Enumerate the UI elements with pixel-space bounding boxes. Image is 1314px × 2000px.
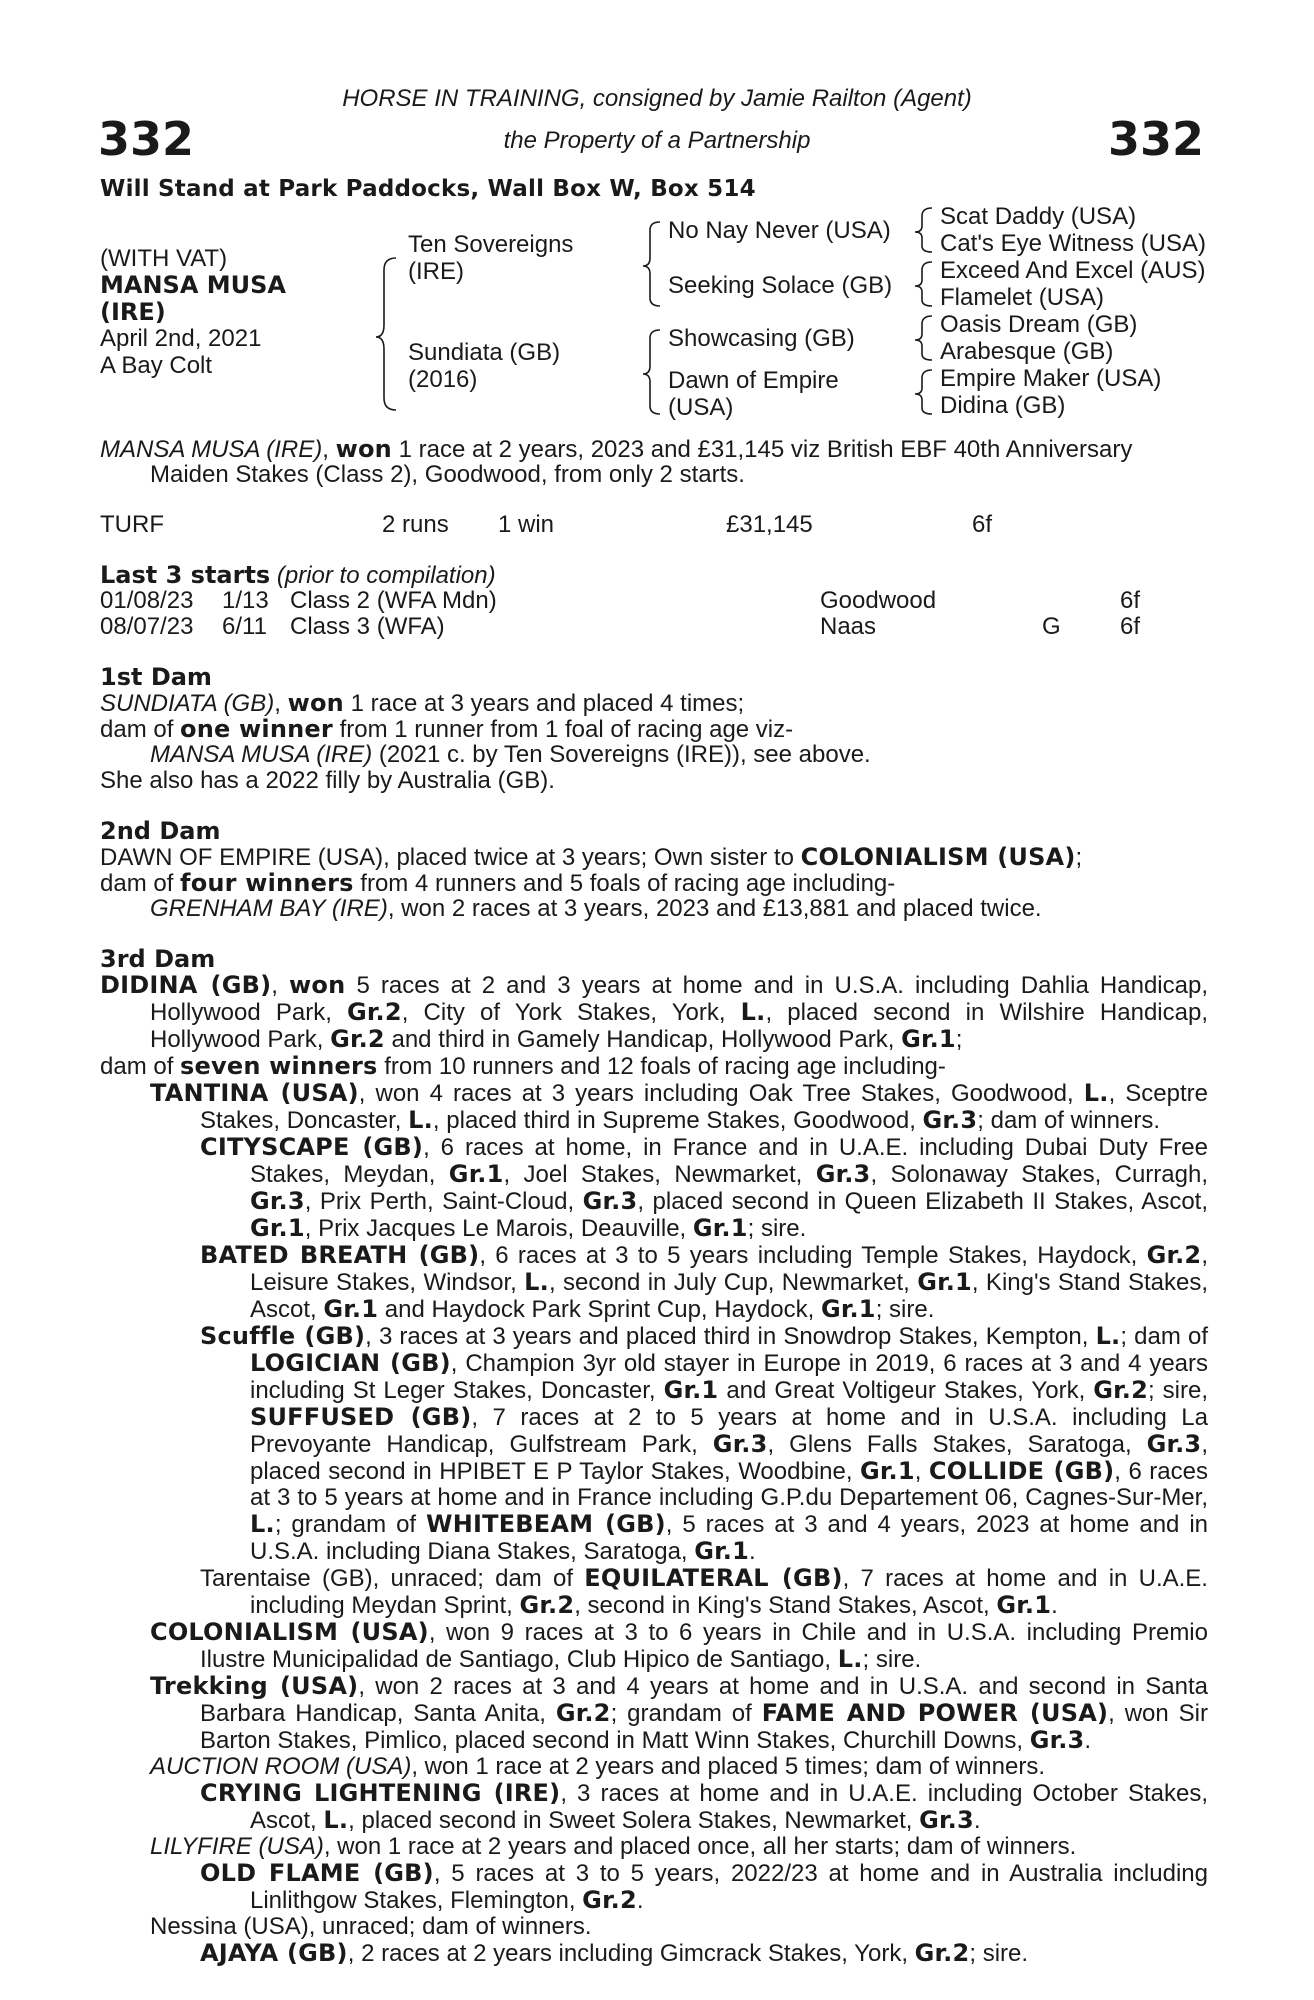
t: ; grandam of: [274, 1511, 427, 1538]
t: , King's Stand Stakes, Ascot,: [250, 1269, 1209, 1323]
t: ,: [914, 1458, 929, 1485]
t: ; dam of winners.: [977, 1107, 1161, 1134]
ped-sss: Scat Daddy (USA): [940, 203, 1137, 230]
ped-ddd: Didina (GB): [940, 392, 1066, 419]
summary-line-2: Maiden Stakes (Class 2), Goodwood, from only 2 starts.: [150, 461, 745, 488]
horse-name: MANSA MUSA: [100, 271, 286, 299]
g: L.: [250, 1510, 275, 1538]
t: , Solonaway Stakes, Curragh,: [870, 1161, 1208, 1188]
last-starts-title: Last 3 starts: [100, 561, 271, 589]
last-starts-heading: [100, 562, 496, 589]
text: dam of: [100, 716, 181, 743]
g: Gr.3: [922, 1106, 978, 1134]
sire-suffix: (IRE): [408, 258, 464, 285]
first-dam-heading: 1st Dam: [100, 663, 212, 691]
dam-dam-suffix: (USA): [668, 394, 734, 421]
second-dam-line-1: [100, 844, 1082, 871]
old-flame-entry: [200, 1860, 1208, 1914]
record-wins: 1 win: [498, 511, 555, 538]
ped-dds: Empire Maker (USA): [940, 365, 1162, 392]
t: , 6 races at 3 to 5 years at home and in France including G.P.du Departement 06, Cagnes-Sur-Mer,: [250, 1458, 1208, 1511]
t: , Sceptre Stakes, Doncaster,: [200, 1080, 1208, 1134]
third-dam-heading: 3rd Dam: [100, 945, 216, 973]
t: , Prix Jacques Le Marois, Deauville,: [304, 1215, 693, 1242]
summary-won: won: [335, 435, 392, 463]
lot-number-left: 332: [98, 112, 195, 166]
g: L.: [524, 1268, 549, 1296]
nessina-entry: Nessina (USA), unraced; dam of winners.: [150, 1913, 592, 1940]
ped-sdd: Flamelet (USA): [940, 284, 1105, 311]
g: Gr.3: [815, 1160, 871, 1188]
text: (2021 c. by Ten Sovereigns (IRE)), see above.: [372, 741, 871, 768]
t: , 7 races at home and in U.A.E. including Meydan Sprint,: [250, 1565, 1208, 1619]
progeny-name: GRENHAM BAY (IRE): [150, 895, 388, 922]
t: , won 1 race at 2 years and placed once, all her starts; dam of winners.: [323, 1833, 1077, 1860]
n: COLLIDE (GB): [928, 1457, 1115, 1485]
start-row-dist: 6f: [1120, 587, 1141, 614]
n: AUCTION ROOM (USA): [150, 1753, 412, 1780]
didina-damof: [100, 1053, 1208, 1080]
first-dam-line-4: She also has a 2022 filly by Australia (GB).: [100, 767, 555, 794]
t: , 3 races at 3 years and placed third in Snowdrop Stakes, Kempton,: [365, 1323, 1096, 1350]
t: , second in July Cup, Newmarket,: [548, 1269, 918, 1296]
t: , second in King's Stand Stakes, Ascot,: [574, 1592, 997, 1619]
text: dam of: [100, 870, 181, 897]
start-row-going: G: [1042, 613, 1061, 640]
g: Gr.3: [582, 1187, 638, 1215]
g: Gr.1: [917, 1268, 972, 1296]
g: Gr.3: [1146, 1430, 1202, 1458]
g: Gr.1: [820, 1295, 876, 1323]
start-row-course: Naas: [820, 613, 877, 640]
record-distance: 6f: [972, 511, 993, 538]
n: FAME AND POWER (USA): [761, 1699, 1109, 1727]
n: LOGICIAN (GB): [250, 1349, 451, 1377]
property-line: the Property of a Partnership: [503, 127, 811, 154]
t: , 6 races at 3 to 5 years including Temple Stakes, Haydock,: [479, 1242, 1147, 1269]
ped-dss: Oasis Dream (GB): [940, 311, 1138, 338]
crying-lightening-entry: [200, 1780, 1208, 1834]
t: ; sire.: [862, 1646, 922, 1673]
text: ;: [1075, 844, 1083, 871]
n: CITYSCAPE (GB): [200, 1133, 424, 1161]
n: Scuffle (GB): [200, 1322, 366, 1350]
t: , won 4 races at 3 years including Oak Tree Stakes, Goodwood,: [358, 1080, 1084, 1107]
lilyfire-entry: [150, 1834, 1208, 1860]
g: Gr.1: [996, 1591, 1052, 1619]
g: L.: [1083, 1079, 1109, 1107]
t: , won 1 race at 2 years and placed 5 times; dam of winners.: [411, 1753, 1045, 1780]
t: , Leisure Stakes, Windsor,: [250, 1242, 1208, 1296]
t: , Glens Falls Stakes, Saratoga,: [767, 1431, 1147, 1458]
n: BATED BREATH (GB): [200, 1241, 480, 1269]
t: , 7 races at 2 to 5 years at home and in U.S.A. including La Prevoyante Handicap, Gulfstream Park,: [250, 1404, 1208, 1458]
consignor-line: HORSE IN TRAINING, consigned by Jamie Railton (Agent): [342, 85, 972, 112]
sire-sire: No Nay Never (USA): [668, 217, 891, 244]
winners-count: four winners: [180, 869, 354, 897]
vat-label: (WITH VAT): [100, 245, 228, 272]
start-row-date: 01/08/23: [100, 587, 194, 614]
t: ; sire.: [747, 1215, 807, 1242]
summary-line-1: MANSA MUSA (IRE), won 1 race at 2 years, 2023 and £31,145 viz British EBF 40th Anniversary: [100, 435, 1133, 463]
start-row-course: Goodwood: [820, 587, 937, 614]
g: L.: [837, 1645, 863, 1673]
t: and Great Voltigeur Stakes, York,: [718, 1377, 1094, 1404]
record-runs: 2 runs: [382, 511, 449, 538]
n: SUFFUSED (GB): [250, 1403, 472, 1431]
t: , placed second in Sweet Solera Stakes, Newmarket,: [348, 1807, 920, 1834]
tarentaise-entry: [200, 1565, 1208, 1619]
text: , won 2 races at 3 years, 2023 and £13,881 and placed twice.: [387, 895, 1042, 922]
t: .: [1051, 1592, 1058, 1619]
t: , 2 races at 2 years including Gimcrack Stakes, York,: [347, 1940, 915, 1967]
auction-room-entry: [150, 1754, 1208, 1780]
text: DAWN OF EMPIRE (USA), placed twice at 3 years; Own sister to: [100, 844, 801, 871]
n: won: [289, 971, 346, 999]
lot-number-right: 332: [1107, 112, 1204, 166]
t: , unraced; dam of: [372, 1565, 585, 1592]
cityscape-entry: [200, 1134, 1208, 1242]
g: Gr.1: [663, 1376, 719, 1404]
n: Trekking (USA): [150, 1672, 359, 1700]
g: Gr.3: [919, 1806, 974, 1834]
g: Gr.1: [694, 1537, 749, 1565]
t: dam of: [100, 1053, 181, 1080]
ped-ssd: Cat's Eye Witness (USA): [940, 230, 1206, 257]
start-row-class: Class 3 (WFA): [290, 613, 445, 640]
g: Gr.3: [712, 1430, 768, 1458]
t: , Champion 3yr old stayer in Europe in 2019, 6 races at 3 and 4 years including St Leger Stakes, Doncaster,: [250, 1350, 1209, 1404]
g: Gr.2: [330, 1025, 385, 1053]
dam-name: Sundiata (GB): [408, 339, 561, 366]
second-dam-line-3: [150, 896, 1042, 922]
n: Tarentaise (GB): [200, 1565, 373, 1592]
g: Gr.3: [1029, 1726, 1085, 1754]
t: ; grandam of: [610, 1700, 762, 1727]
dam-sire: Showcasing (GB): [668, 325, 855, 352]
t: ; sire.: [969, 1940, 1029, 1967]
n: LILYFIRE (USA): [150, 1833, 324, 1860]
relative-name: COLONIALISM (USA): [800, 843, 1076, 871]
n: CRYING LIGHTENING (IRE): [200, 1779, 561, 1807]
n: WHITEBEAM (GB): [426, 1510, 666, 1538]
record-prize: £31,145: [726, 511, 813, 538]
ajaya-entry: [200, 1940, 1208, 1967]
t: 5 races at 2 and 3 years at home and in U.S.A. including Dahlia Handicap, Hollywood Park,: [150, 972, 1208, 1026]
t: , placed second in Wilshire Handicap, Hollywood Park,: [150, 999, 1208, 1053]
t: ; sire,: [1147, 1377, 1208, 1404]
progeny-name: MANSA MUSA (IRE): [150, 741, 373, 768]
g: Gr.2: [519, 1591, 575, 1619]
dam-dam: Dawn of Empire: [668, 367, 839, 394]
g: Gr.2: [914, 1939, 970, 1967]
g: Gr.1: [692, 1214, 748, 1242]
g: Gr.1: [860, 1457, 915, 1485]
t: , 5 races at 3 to 5 years, 2022/23 at home and in Australia including Linlithgow Stakes, Flemington,: [250, 1860, 1208, 1914]
second-dam-heading: 2nd Dam: [100, 817, 221, 845]
g: Gr.1: [323, 1295, 379, 1323]
n: TANTINA (USA): [150, 1079, 359, 1107]
first-dam-line-1: SUNDIATA (GB), won 1 race at 3 years and placed 4 times;: [100, 689, 745, 717]
g: Gr.2: [555, 1699, 611, 1727]
trekking-entry: [150, 1673, 1208, 1754]
first-dam-line-3: [150, 742, 871, 768]
t: , 5 races at 3 and 4 years, 2023 at home and in U.S.A. including Diana Stakes, Saratoga,: [250, 1511, 1208, 1565]
t: .: [748, 1538, 756, 1565]
t: , City of York Stakes, York,: [401, 999, 741, 1026]
start-row-date: 08/07/23: [100, 613, 194, 640]
t: , 3 races at home and in U.A.E. including October Stakes, Ascot,: [250, 1780, 1208, 1834]
summary-horse-name: MANSA MUSA (IRE): [100, 436, 323, 463]
g: Gr.1: [448, 1160, 504, 1188]
t: , won 9 races at 3 to 6 years in Chile and in U.S.A. including Premio Ilustre Municipalidad de Santiago, Club Hipico de Santiago,: [200, 1619, 1208, 1673]
g: Gr.3: [250, 1187, 305, 1215]
bated-breath-entry: [200, 1242, 1208, 1323]
text: from 4 runners and 5 foals of racing age including-: [353, 870, 896, 897]
g: L.: [408, 1106, 433, 1134]
t: from 10 runners and 12 foals of racing age including-: [377, 1053, 946, 1080]
horse-desc: A Bay Colt: [100, 352, 213, 379]
t: and third in Gamely Handicap, Hollywood Park,: [384, 1026, 902, 1053]
start-row-class: Class 2 (WFA Mdn): [290, 587, 497, 614]
g: L.: [1095, 1322, 1121, 1350]
t: , placed third in Supreme Stakes, Goodwood,: [432, 1107, 923, 1134]
dam-year: (2016): [408, 366, 478, 393]
start-row-pos: 6/11: [222, 613, 267, 640]
scuffle-entry: [200, 1323, 1208, 1565]
second-dam-line-2: [100, 870, 895, 897]
g: Gr.2: [347, 998, 402, 1026]
sire-name: Ten Sovereigns: [408, 231, 574, 258]
ped-sds: Exceed And Excel (AUS): [940, 257, 1206, 284]
g: Gr.1: [250, 1214, 305, 1242]
horse-suffix: (IRE): [100, 298, 166, 326]
n: DIDINA (GB): [100, 971, 272, 999]
third-dam-body: [100, 972, 1208, 1967]
first-dam-rest: 1 race at 3 years and placed 4 times;: [343, 690, 745, 717]
n: seven winners: [180, 1052, 378, 1080]
t: .: [973, 1807, 981, 1834]
start-row-pos: 1/13: [222, 587, 269, 614]
stand-location: Will Stand at Park Paddocks, Wall Box W, Box 514: [100, 176, 756, 202]
sire-dam: Seeking Solace (GB): [668, 272, 893, 299]
n: COLONIALISM (USA): [150, 1618, 429, 1646]
horse-dob: April 2nd, 2021: [100, 325, 262, 352]
didina-entry: DIDINA (GB), won 5 races at 2 and 3 years at home and in U.S.A. including Dahlia Handicap, Hollywood Park, Gr.2, City of York Stakes, York, L., placed second in Wilshire Handicap, Hollywood Park, Gr.2 and third in Gamely Handicap, Hollywood Park, Gr.1;: [100, 971, 1208, 1053]
t: , 6 races at home, in France and in U.A.E. including Dubai Duty Free Stakes, Meydan,: [250, 1134, 1208, 1188]
t: , Prix Perth, Saint-Cloud,: [304, 1188, 583, 1215]
g: Gr.2: [1093, 1376, 1148, 1404]
text: from 1 runner from 1 foal of racing age viz-: [332, 716, 794, 743]
record-surface: TURF: [100, 511, 164, 538]
summary-text-1: 1 race at 2 years, 2023 and £31,145 viz British EBF 40th Anniversary: [391, 436, 1133, 463]
g: Gr.2: [1146, 1241, 1202, 1269]
g: Gr.1: [901, 1025, 956, 1053]
ped-dsd: Arabesque (GB): [940, 338, 1114, 365]
t: , won Sir Barton Stakes, Pimlico, placed second in Matt Winn Stakes, Churchill Downs,: [200, 1700, 1208, 1754]
tantina-entry: [150, 1080, 1208, 1134]
n: AJAYA (GB): [200, 1939, 348, 1967]
t: , Joel Stakes, Newmarket,: [503, 1161, 816, 1188]
t: , placed second in HPIBET E P Taylor Stakes, Woodbine,: [250, 1431, 1208, 1485]
t: .: [636, 1887, 644, 1914]
g: L.: [740, 998, 766, 1026]
t: , placed second in Queen Elizabeth II Stakes, Ascot,: [637, 1188, 1208, 1215]
winners-count: one winner: [180, 715, 333, 743]
t: ;: [955, 1026, 963, 1053]
g: L.: [323, 1806, 349, 1834]
t: ; sire.: [875, 1296, 935, 1323]
n: OLD FLAME (GB): [200, 1859, 434, 1887]
first-dam-won: won: [287, 689, 344, 717]
first-dam-name: SUNDIATA (GB): [100, 690, 275, 717]
last-starts-note: (prior to compilation): [276, 562, 496, 589]
t: , won 2 races at 3 and 4 years at home and in U.S.A. and second in Santa Barbara Handicap, Santa Anita,: [200, 1673, 1209, 1727]
first-dam-line-2: [100, 716, 793, 743]
t: .: [1084, 1727, 1092, 1754]
colonialism-entry: [150, 1619, 1208, 1673]
g: Gr.2: [582, 1886, 637, 1914]
t: ; dam of: [1120, 1323, 1209, 1350]
start-row-dist: 6f: [1120, 613, 1141, 640]
n: EQUILATERAL (GB): [584, 1564, 843, 1592]
t: and Haydock Park Sprint Cup, Haydock,: [378, 1296, 821, 1323]
